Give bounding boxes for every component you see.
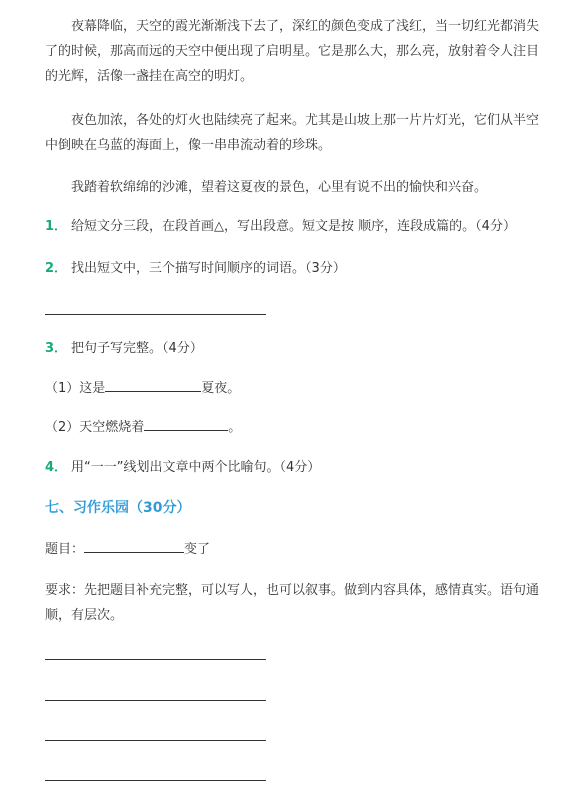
question-2-text: 找出短文中，三个描写时间顺序的词语。（3分） <box>71 261 346 276</box>
blank-line[interactable] <box>105 379 201 392</box>
question-3 <box>45 336 545 361</box>
passage-paragraph-1: 夜幕降临，天空的霞光渐渐浅下去了，深红的颜色变成了浅红，当一切红光都消失了的时候，那高而远的天空中便出现了启明星。它是那么大，那么亮，放射着令人注目的光辉，活像一盏挂在高空的明灯。 <box>45 19 540 84</box>
answer-line[interactable] <box>45 780 266 781</box>
question-1-number: 1． <box>45 219 68 234</box>
answer-line[interactable] <box>45 740 266 741</box>
passage-paragraph-2: 夜色加浓，各处的灯火也陆续亮了起来。尤其是山坡上那一片片灯光，它们从半空中倒映在乌蓝的海面上，像一串串流动着的珍珠。 <box>45 113 540 153</box>
passage-paragraph-3: 我踏着软绵绵的沙滩，望着这夏夜的景色，心里有说不出的愉快和兴奋。 <box>71 180 488 195</box>
sentence-2-start: （2）天空燃烧着 <box>45 420 145 435</box>
question-2 <box>45 256 545 281</box>
question-3-sentence-2 <box>45 415 545 440</box>
answer-line[interactable] <box>45 700 266 701</box>
question-3-text: 把句子写完整。（4分） <box>71 341 203 356</box>
sentence-2-end: 。 <box>228 420 242 435</box>
question-2-number: 2． <box>45 261 68 276</box>
blank-line[interactable] <box>84 540 184 553</box>
question-4 <box>45 455 545 480</box>
question-3-sentence-1 <box>45 376 545 401</box>
answer-line[interactable] <box>45 314 266 315</box>
title-end: 变了 <box>184 542 211 557</box>
question-4-text: 用“一一”线划出文章中两个比喻句。（4分） <box>71 460 321 475</box>
answer-line[interactable] <box>45 659 266 660</box>
sentence-1-start: （1）这是 <box>45 381 106 396</box>
section-heading: 七、习作乐园（30分） <box>45 500 191 516</box>
sentence-1-end: 夏夜。 <box>201 381 241 396</box>
question-1-text: 给短文分三段，在段首画△，写出段意。短文是按 顺序，连段成篇的。（4分） <box>71 219 516 234</box>
composition-title <box>45 537 545 562</box>
title-label: 题目： <box>45 542 85 557</box>
question-3-number: 3． <box>45 341 68 356</box>
question-4-number: 4． <box>45 460 68 475</box>
blank-line[interactable] <box>144 418 228 431</box>
composition-requirement: 要求：先把题目补充完整，可以写人，也可以叙事。做到内容具体，感情真实。语句通顺，有层次。 <box>45 583 540 623</box>
question-1 <box>45 214 545 239</box>
